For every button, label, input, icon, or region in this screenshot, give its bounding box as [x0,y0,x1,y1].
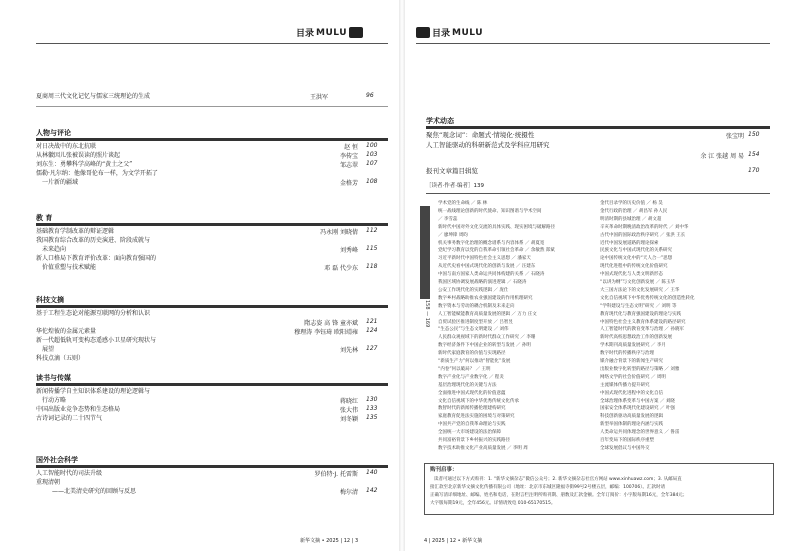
entry-page: 121 [366,318,378,325]
section-rule [36,223,388,226]
article-list-item[interactable]: 现代化进程中的传统文化价值研究 [600,264,668,270]
entry-author: 赵 恒 [344,144,358,151]
entry-title: 价值重塑与技术赋能 [42,264,97,271]
header-rule [416,43,770,44]
article-list-item[interactable]: 数字经济条件下中国企业的转型与发展 ／ 孙明 [438,343,531,349]
subscription-line-2: 接汇款至北京新华文摘文化传播有限公司（地址：北京市东城区隆福寺街99号2号楼五层，邮编：100706）。汇款时请 [430,485,666,490]
entry-title: 中国出版业竞争态势和生态格局 [36,406,121,413]
entry-author: 隋志姿 高 锋 童亦斌 [304,320,358,327]
article-list-item[interactable]: 基层治理现代化的关键与方法 [438,382,497,388]
entry-title: 对日决战中的东北抗联 [36,143,97,150]
section-title: 人物与评论 [36,129,71,137]
entry-title: 行动方略 [42,397,67,404]
toc-entry[interactable] [36,160,132,169]
section-rule [36,465,388,468]
vertical-page-range: 158 — 169 [424,300,430,328]
subscription-line-4: 大字版每期19元，全年456元。详情请致电 010-65170515。 [430,501,556,506]
article-list-item[interactable]: 学术党的生命线 ／ 陈 林 [438,201,488,206]
entry-author: 梅尔清 [339,489,358,496]
article-list-item[interactable]: 数字时代的传播秩序与治理 [600,351,654,357]
toc-entry[interactable] [42,245,66,254]
article-list-item[interactable]: 人类命运共同体理念的世界意义 ／ 鲁雷 [600,430,680,436]
article-list-item[interactable]: 出版业数字化转型的路径与策略 ／ 刘雅 [600,366,680,372]
toc-entry[interactable] [36,142,96,151]
entry-title: 人工智能时代的司法升级 [36,470,103,477]
entry-author: 罗伯特·J. 托雷斯 [314,471,358,478]
magazine-logo-icon [416,27,430,38]
subscription-line-1: 读者可通过以下方式购刊：1. “新华文摘杂志”微信公众号；2. 新华文摘杂志社官方网站 www.xinhuawz.com；3. 从邮局直 [434,477,682,482]
right-header [416,26,483,39]
article-list-item[interactable]: “生态公民”与生态文明建设 ／ 刘伟 [438,327,509,333]
article-list-item[interactable]: 近代中国发展道路的理论探索 [600,240,659,246]
article-list-item[interactable]: 数字产业化与产业数字化 ／ 程炎 [438,374,504,380]
toc-entry[interactable] [36,354,84,363]
article-list-item[interactable]: 数字乡村战略助推农业强国建设的作用机理研究 [438,295,533,301]
article-list-item[interactable]: 我国区域协调发展战略的演进逻辑 ／ 石晓涛 [438,280,527,285]
entry-author: 邹志翠 [339,162,358,169]
entry-page: 107 [366,160,378,167]
article-list-item[interactable]: 国家安全体系现代化建设研究 ／ 叶强 [600,406,675,412]
article-list-item[interactable]: 新型举国体制的理论内涵与实践 [600,422,663,428]
entry-page: 154 [748,151,760,158]
entry-page: 103 [366,151,378,158]
article-list-item[interactable]: “学科建设与生态文明”研究 ／ 刘明 等 [600,303,677,309]
entry-author: 穆理涛 李钰琦 欧阳靖雍 [294,329,358,336]
article-list-item[interactable]: 党纪学习教育以党的自我革命引领社会革命 ／ 余敏然 郑斌 [438,248,555,254]
entry-title: 刘东生：勇攀科学高峰的“黄土之父” [36,161,133,168]
article-list-item[interactable]: 民族文化与中国式现代化的关系研究 [600,248,672,254]
article-list-item[interactable]: 科技创新驱动高质量发展的逻辑 [600,414,663,420]
section-title: 科技文摘 [36,296,64,304]
feature-rule [36,106,388,107]
readers-rule [426,193,770,194]
entry-page: 127 [366,345,378,352]
section-title: 国外社会科学 [36,456,78,464]
article-list-item[interactable]: 古代中国的国际政治秩序研究 ／ 张洪 王长 [600,232,686,238]
entry-title: 华佗煌彼的金属元素量 [36,328,97,335]
article-list-item[interactable]: 自贸试验区推进制度型开放 ／ 吕智昱 [438,319,513,325]
entry-title: ——北美清史研究的回顾与反思 [52,488,137,495]
entry-title: 新人口格局下教育评价改革：面向教育强国的 [36,255,157,262]
article-list-item[interactable]: 大三国方法论下的文化发展研究 ／ 王华 [600,287,680,293]
article-list-item[interactable]: 从近代史看中国式现代化的创新与发展 ／ 汪建东 [438,264,536,270]
article-list-item[interactable]: 金代行政的治理 ／ 胡昌军 孙人民 [600,208,668,214]
feature-page: 96 [366,92,374,99]
article-list-item[interactable]: 统一战线理论创新的时代使命、知识图谱与学术空间 [438,208,542,214]
article-list-item[interactable]: 文化自信视域下中华优秀传统文化的创造性转化 [600,295,695,301]
article-list-item[interactable]: 学术期刊高质量发展研究 ／ 李月 [600,343,666,349]
entry-author: 张宝明 [725,133,744,140]
entry-title: 新闻传播学自主知识体系建设的理论逻辑与 [36,388,151,395]
toc-entry[interactable] [36,227,114,236]
entry-page: 130 [366,396,378,403]
entry-page: 124 [366,327,378,334]
article-list-item[interactable]: 明清时期的县城治理 ／ 胡文超 [600,216,662,222]
vertical-section-strip [420,206,430,299]
entry-page: 150 [748,131,760,138]
readers-line[interactable]: ［读者·作者·编者］139 [426,183,484,189]
right-page [404,0,810,551]
toc-entry[interactable] [36,478,60,487]
entry-page: 135 [366,414,378,421]
article-list-item[interactable]: 公安工作现代化的实践逻辑 ／ 庞仕 [438,287,509,293]
article-list-item[interactable]: 中国特色社会主义教育体系建设的路径研究 [600,319,686,325]
section-rule [36,305,388,308]
toc-entry[interactable] [52,487,136,496]
entry-title: 基础教育学制改革的辩证逻辑 [36,228,115,235]
article-list-item[interactable]: 全球发展倡议与中国外交 [600,445,650,451]
article-list-item[interactable]: 全球治理体系变革与中国方案 ／ 刘晓 [600,398,675,404]
entry-page: 142 [366,487,378,494]
article-list-item[interactable]: ／ 廖坤锋 周昀 [438,232,468,238]
entry-page: 133 [366,405,378,412]
toc-entry[interactable] [42,263,96,272]
article-list-item[interactable]: 人工智能赋能教育高质量发展的逻辑 ／ 万力 庄文 [438,311,537,317]
header-title: 目录 [296,29,315,39]
section-rule [36,138,388,141]
section-title: 学术动态 [426,117,454,125]
entry-title: 我国教育综合改革的历史演进、阶段成就与 [36,237,151,244]
article-list-item[interactable]: 新时代高校思想政治工作的创新发展 [600,335,672,341]
left-footer: 新华文摘 • 2025 | 12 | 3 [300,538,359,544]
feature-author: 王洪军 [310,94,329,101]
article-list-item[interactable]: 机关事务数字化治理的概念谱系与内容体系 ／ 胡夏宽 [438,240,545,246]
article-list-item[interactable]: 共同富裕背景下乡村振兴的实践路径 [438,438,510,443]
feature-entry[interactable] [36,92,150,101]
entry-author: 余 江 张越 周 易 [700,153,744,160]
entry-page: 118 [366,263,378,270]
entry-title: 新一代超低轨可变构态遥感小卫星研究现状与 [36,337,157,344]
article-list-item[interactable]: ／ 李雪蕊 [438,216,458,222]
section-title: 读书与传媒 [36,374,71,382]
article-list-item[interactable]: 金代目录学的历史价值 ／ 杨 昊 [600,201,663,206]
entry-author: 刘先林 [339,347,358,354]
article-list-item[interactable]: 数智时代的新闻传播伦理建构研究 [438,406,506,412]
right-footer: 4 | 2025 | 12 • 新华文摘 [424,538,483,544]
article-list-item[interactable]: 教育现代化与教育强国建设的理论与实践 [600,311,681,317]
header-mulu: MULU [452,27,484,38]
header-title: 目录 [432,29,451,39]
article-list-item[interactable]: 中国式现代化进程中的文化自信 [600,390,663,396]
entry-page: 140 [366,469,378,476]
entry-author: 李传宝 [339,153,358,160]
entry-author: 刘秀峰 [339,247,358,254]
article-list-item[interactable]: 辛亥革命时期晚清政治改革的时代 ／ 刘中华 [600,224,689,230]
article-list-item[interactable]: 全国统一大市场建设的法治保障 [438,430,501,436]
left-page [0,0,400,551]
toc-entry[interactable] [36,336,156,345]
entry-author: 蒋晓红 [339,398,358,405]
article-list-item[interactable]: 文化自信视域下的中华优秀传统文化传承 [438,398,519,404]
entry-page: 108 [366,178,378,185]
article-list-item[interactable]: 新时代中国对外文化交流的具体实践、现实困境与破解路径 [438,224,555,230]
toc-entry[interactable] [36,387,150,396]
article-list-item[interactable]: 中国共产党的自我革命理论与实践 [438,422,506,428]
entry-title: 展望 [42,346,55,353]
toc-entry[interactable] [42,178,78,187]
left-header [296,26,363,39]
article-list-item[interactable]: 媒介融合背景下的新闻生产研究 [600,359,663,364]
entry-title: 一片新的疆域 [42,179,79,186]
toc-entry[interactable]: 聚焦“观念词”：命题式·情境化·统摄性 [426,131,535,139]
section-rule [36,383,388,386]
subscription-title: 购刊启事： [430,467,458,473]
entry-author: 张大伟 [339,407,358,414]
entry-title: 科技点滴（五则） [36,355,85,362]
article-list-item[interactable]: “以讲为纲”与文化创新发展 ／ 陈玉华 [600,280,676,285]
entry-title: 从林徽因儿张被误读的照片谈起 [36,152,121,159]
entry-author: 邓 磊 代少东 [324,265,358,272]
article-list-item[interactable]: 网络文学的社会价值研究 ／ 周明 [600,374,666,380]
entry-page: 112 [366,227,378,234]
entry-page: 100 [366,142,378,149]
toc-entry[interactable]: 报刊文章篇目辑览 [426,167,478,175]
toc-entry[interactable] [36,327,96,336]
article-list-item[interactable]: 数字资本与劳动的耦合机制及未来走向 [438,303,515,309]
article-list-item[interactable]: 人民群众观视域下的新时代群众工作研究 ／ 李珊 [438,335,536,341]
article-list-item[interactable]: 百年变局下的国际秩序重塑 [600,438,654,443]
article-list-item[interactable]: 习近平新时代中国特色社会主义思想 ／ 潘家天 [438,256,531,262]
subscription-line-3: 正确写清详细地址、邮编、姓名和电话，在附言栏注明所购刊期、册数及汇款金额。全年订阅价：小字版每期16元，全年384元； [430,493,688,498]
toc-entry[interactable] [36,469,102,478]
article-list-item[interactable]: “内卷”何以破局？ ／ 王明 [438,366,491,372]
toc-entry[interactable] [36,236,150,245]
entry-title: 儒勒·凡尔纳：他像哥伦布一样，为文学开拓了 [36,170,158,177]
article-list-item[interactable]: 新时代家庭教育的价值与实现路径 [438,351,506,357]
article-list-item[interactable]: 全面推进中国式现代化的价值意蕴 [438,390,506,396]
feature-title: 夏商周三代文化记忆与儒家三统理论的生成 [36,93,151,100]
entry-title: 基于工程生态论对能源互联网的分析和认识 [36,310,151,317]
article-list-item[interactable]: 数字技术助推文化产业高质量发展 ／ 李明 周 [438,445,528,451]
section-title: 教 育 [36,214,53,222]
article-list-item[interactable]: “新质生产力”何以推动“智能化”发展 [438,359,511,364]
toc-entry[interactable] [36,309,150,318]
toc-entry[interactable] [36,414,102,423]
article-list-item[interactable]: 家庭教育促进法实施的困境与对策研究 [438,414,515,420]
article-list-item[interactable]: 人工智能时代的教育变革与治理 ／ 孙晓军 [600,327,684,333]
header-rule [36,43,388,44]
toc-entry[interactable] [42,345,54,354]
article-list-item[interactable]: 中国与南方国家人类命运共同体构建的关系 ／ 石晓涛 [438,272,545,278]
article-list-item[interactable]: 主流媒体传播力提升研究 [600,382,650,388]
article-list-item[interactable]: 论中国传统文化中的“天人合一”思想 [600,256,673,262]
toc-entry[interactable] [36,254,156,263]
article-list-item[interactable]: 中国式现代化与人类文明新形态 [600,272,663,278]
entry-title: 重现清朝 [36,479,61,486]
header-mulu: MULU [316,27,348,38]
toc-entry[interactable]: 人工智能驱动的科研新范式及学科应用研究 [426,141,550,149]
entry-author: 金格芳 [339,180,358,187]
entry-page: 170 [748,167,760,174]
toc-entry[interactable] [36,151,120,160]
entry-page: 115 [366,245,378,252]
toc-entry[interactable] [36,405,120,414]
toc-entry[interactable] [36,169,158,178]
toc-entry[interactable] [42,396,66,405]
entry-author: 冯永刚 刘晓倩 [320,229,358,236]
section-rule [426,126,770,129]
magazine-logo-icon [349,27,363,38]
entry-author: 刘冬颖 [339,416,358,423]
entry-title: 未来趋向 [42,246,67,253]
entry-title: 古诗词记录的二十四节气 [36,415,103,422]
